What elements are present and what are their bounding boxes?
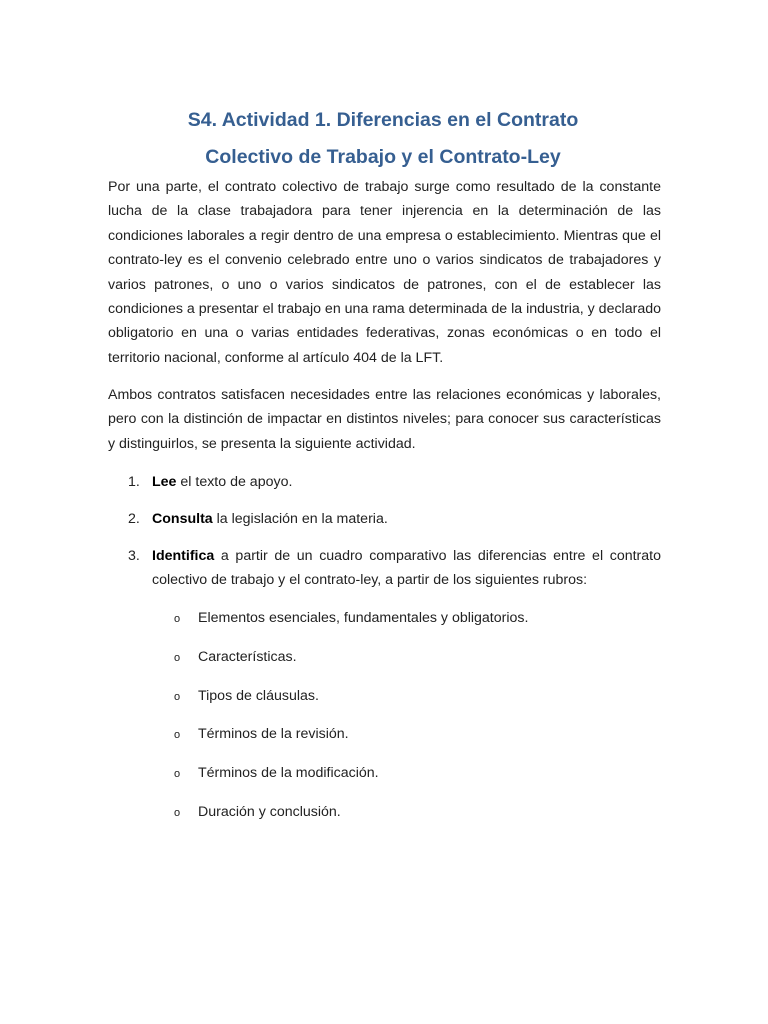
intro-paragraph: Por una parte, el contrato colectivo de trabajo surge como resultado de la constante lucha de la clase trabajadora para tener injerencia en la determinación de las condiciones laborales a regir dentro de una empresa o establecimiento. Mientras que el contrato-ley es el convenio celebrado entre uno o varios sindicatos de trabajadores y varios patrones, o uno o varios sindicatos de patrones, con el de establecer las condiciones a presentar el trabajo en una rama determinada de la industria, y declarado obligatorio en una o varias entidades federativas, zonas económicas o en todo el territorio nacional, conforme al artículo 404 de la LFT. bbox=[108, 179, 661, 366]
instruction-verb: Lee bbox=[152, 474, 177, 490]
instruction-rest: la legislación en la materia. bbox=[212, 511, 388, 527]
list-number: 1. bbox=[128, 474, 140, 490]
instruction-text bbox=[152, 470, 661, 494]
bullet-marker: o bbox=[174, 807, 181, 819]
rubro-text: Elementos esenciales, fundamentales y obligatorios. bbox=[198, 610, 529, 626]
rubro-text: Tipos de cláusulas. bbox=[198, 688, 319, 704]
bullet-marker: o bbox=[174, 729, 181, 741]
rubro-text: Características. bbox=[198, 649, 297, 665]
bullet-marker: o bbox=[174, 691, 181, 703]
list-number: 2. bbox=[128, 511, 140, 527]
rubro-text: Términos de la revisión. bbox=[198, 726, 349, 742]
document-title-line-1: S4. Actividad 1. Diferencias en el Contrato bbox=[187, 109, 579, 131]
bullet-marker: o bbox=[174, 613, 181, 625]
rubro-text: Términos de la modificación. bbox=[198, 765, 379, 781]
bullet-marker: o bbox=[174, 652, 181, 664]
context-paragraph: Ambos contratos satisfacen necesidades entre las relaciones económicas y laborales, pero con la distinción de impactar en distintos niveles; para conocer sus características y distinguirlos, se presenta la siguiente actividad. bbox=[108, 387, 661, 452]
instruction-rest: a partir de un cuadro comparativo las diferencias entre el contrato colectivo de trabajo y el contrato-ley, a partir de los siguientes rubros: bbox=[152, 548, 661, 589]
rubro-text: Duración y conclusión. bbox=[198, 804, 341, 820]
instruction-text bbox=[152, 544, 661, 593]
instruction-rest: el texto de apoyo. bbox=[176, 474, 293, 490]
instruction-verb: Consulta bbox=[152, 511, 213, 527]
document-title-line-2: Colectivo de Trabajo y el Contrato-Ley bbox=[205, 146, 561, 168]
instruction-verb: Identifica bbox=[152, 548, 215, 564]
list-number: 3. bbox=[128, 548, 140, 564]
bullet-marker: o bbox=[174, 768, 181, 780]
instruction-text bbox=[152, 507, 661, 531]
